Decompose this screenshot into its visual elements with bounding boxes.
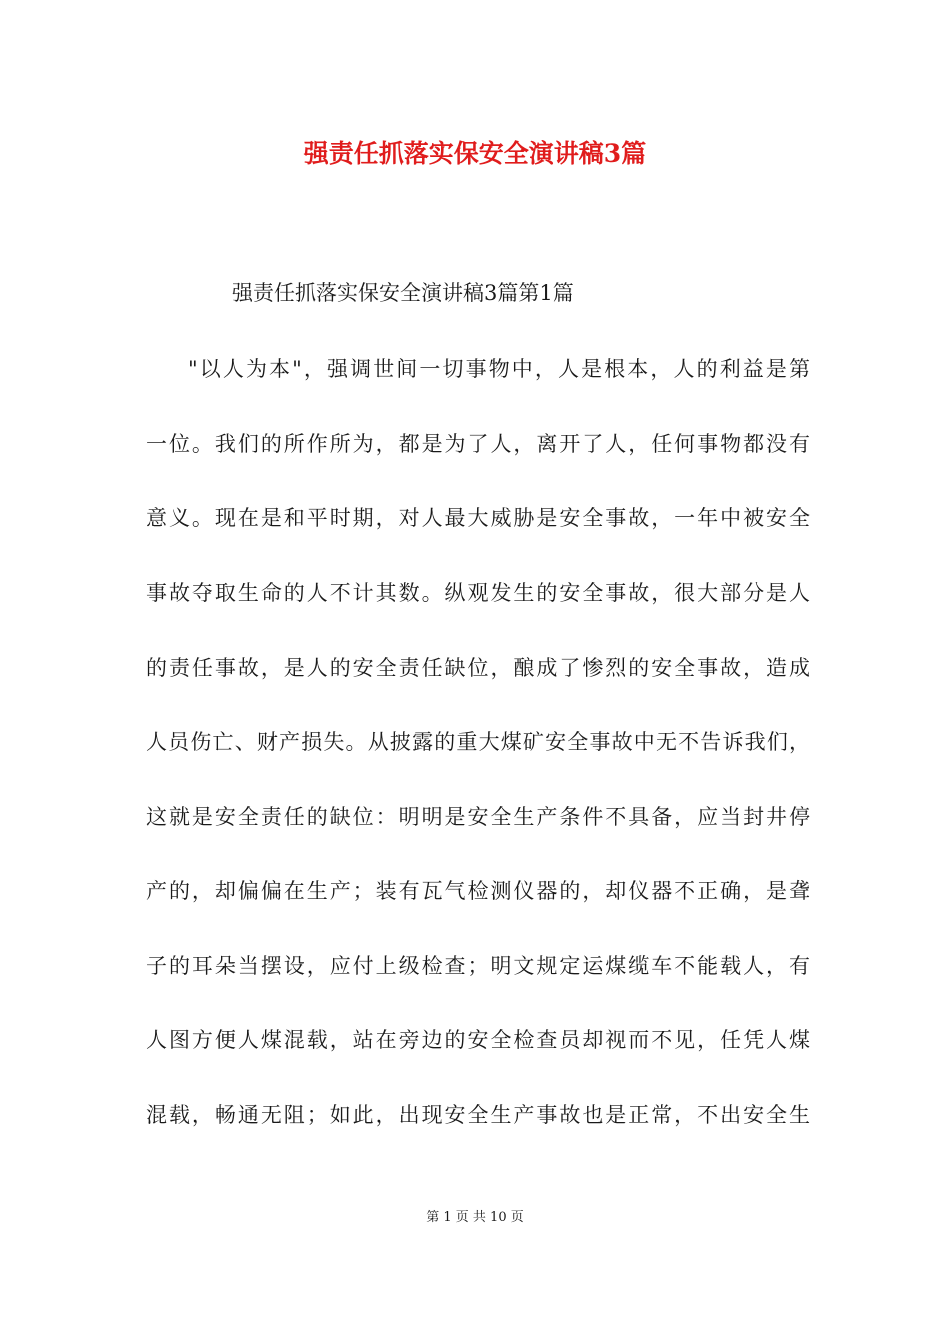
section-heading: 强责任抓落实保安全演讲稿3篇第1篇 bbox=[232, 281, 574, 305]
document-title: 强责任抓落实保安全演讲稿3篇 bbox=[303, 139, 647, 168]
body-line: 这就是安全责任的缺位：明明是安全生产条件不具备，应当封井停 bbox=[146, 805, 810, 829]
body-line: 一位。我们的所作所为，都是为了人，离开了人，任何事物都没有 bbox=[146, 432, 810, 456]
body-line: 人图方便人煤混载，站在旁边的安全检查员却视而不见，任凭人煤 bbox=[146, 1028, 810, 1052]
body-line: "以人为本"，强调世间一切事物中，人是根本，人的利益是第 bbox=[188, 357, 810, 381]
body-line: 混载，畅通无阻；如此，出现安全生产事故也是正常，不出安全生 bbox=[146, 1103, 810, 1127]
body-line: 子的耳朵当摆设，应付上级检查；明文规定运煤缆车不能载人，有 bbox=[146, 954, 810, 978]
body-line: 人员伤亡、财产损失。从披露的重大煤矿安全事故中无不告诉我们， bbox=[146, 730, 810, 754]
body-line: 产的，却偏偏在生产；装有瓦气检测仪器的，却仪器不正确，是聋 bbox=[146, 879, 810, 903]
page-footer: 第 1 页 共 10 页 bbox=[426, 1210, 524, 1225]
body-line: 的责任事故，是人的安全责任缺位，酿成了惨烈的安全事故，造成 bbox=[146, 656, 810, 680]
body-line: 意义。现在是和平时期，对人最大威胁是安全事故，一年中被安全 bbox=[146, 506, 810, 530]
body-line: 事故夺取生命的人不计其数。纵观发生的安全事故，很大部分是人 bbox=[146, 581, 810, 605]
